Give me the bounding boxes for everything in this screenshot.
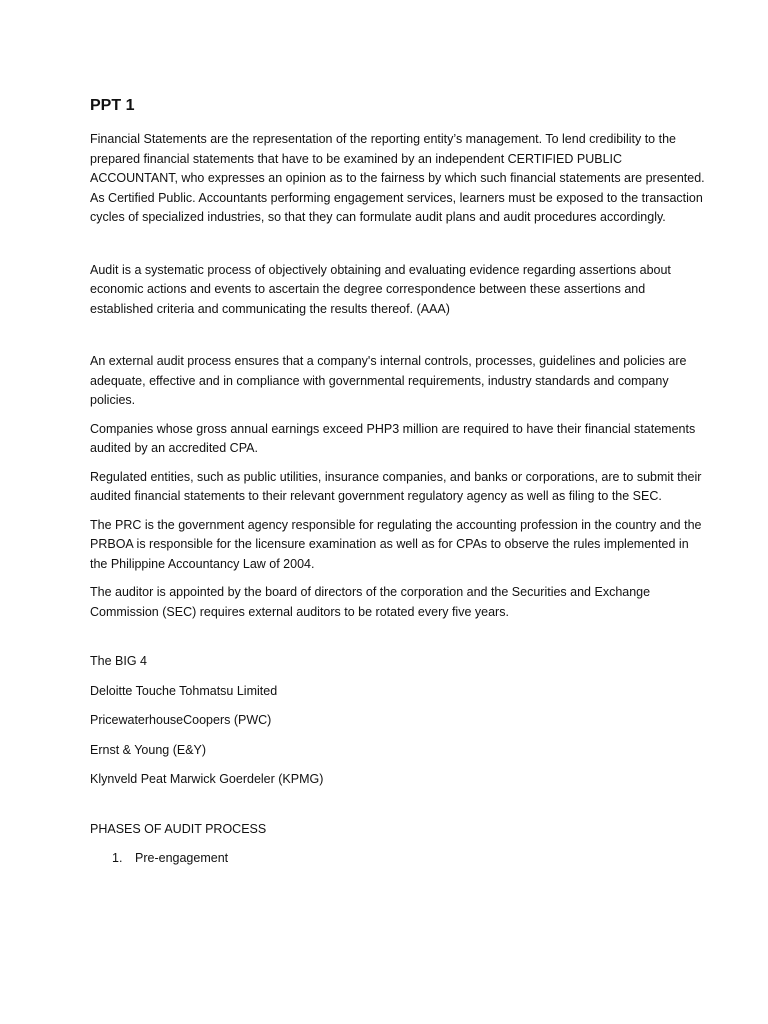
spacer [90,459,708,468]
firm-kpmg: Klynveld Peat Marwick Goerdeler (KPMG) [90,772,324,786]
firm-pwc: PricewaterhouseCoopers (PWC) [90,713,272,727]
firm-deloitte: Deloitte Touche Tohmatsu Limited [90,683,278,698]
spacer [90,507,708,516]
paragraph-prc: The PRC is the government agency responsible for regulating the accounting profession in the country and the PRBOA is responsible for the licensure examination as well as for CPAs to observe the rules implemented in the Philippine Accountancy Law of 2004. [90,517,702,571]
list-item [90,849,708,869]
spacer [90,622,708,652]
list-label: Pre-engagement [135,851,229,865]
paragraph-audit-definition: Audit is a systematic process of objectively obtaining and evaluating evidence regarding assertions about economic actions and events to ascertain the degree correspondence between these assertions and established criteria and communicating the results thereof. (AAA) [90,262,671,316]
spacer [90,574,708,583]
firm-ey: Ernst & Young (E&Y) [90,742,207,757]
phases-list [90,849,708,869]
list-number: 1. [112,851,123,865]
spacer [90,411,708,420]
spacer [90,319,708,352]
paragraph-external-audit: An external audit process ensures that a company's internal controls, processes, guidelines and policies are adequate, effective and in compliance with governmental requirements, industry standards and company policies. [90,354,687,407]
spacer [90,228,708,261]
paragraph-regulated-entities: Regulated entities, such as public utilities, insurance companies, and banks or corporations, are to submit their audited financial statements to their relevant government regulatory agency as well as filing to the SEC. [90,469,702,503]
paragraph-auditor-appointment: The auditor is appointed by the board of directors of the corporation and the Securities and Exchange Commission (SEC) requires external auditors to be rotated every five years. [90,585,651,619]
paragraph-gross-earnings: Companies whose gross annual earnings exceed PHP3 million are required to have their financial statements audited by an accredited CPA. [90,421,696,455]
big4-heading: The BIG 4 [90,654,147,668]
page-title: PPT 1 [90,97,135,114]
paragraph-financial-statements: Financial Statements are the representation of the reporting entity’s management. To lend credibility to the prepared financial statements that have to be examined by an independent CERTIFIED PUBLIC ACCOUNTANT, who expresses an opinion as to the fairness by which such financial statements are presented. As Certified Public. Accountants performing engagement services, learners must be exposed to the transaction cycles of specialized industries, so that they can formulate audit plans and audit procedures accordingly. [90,132,705,224]
spacer [90,800,708,820]
phases-heading: PHASES OF AUDIT PROCESS [90,821,267,836]
